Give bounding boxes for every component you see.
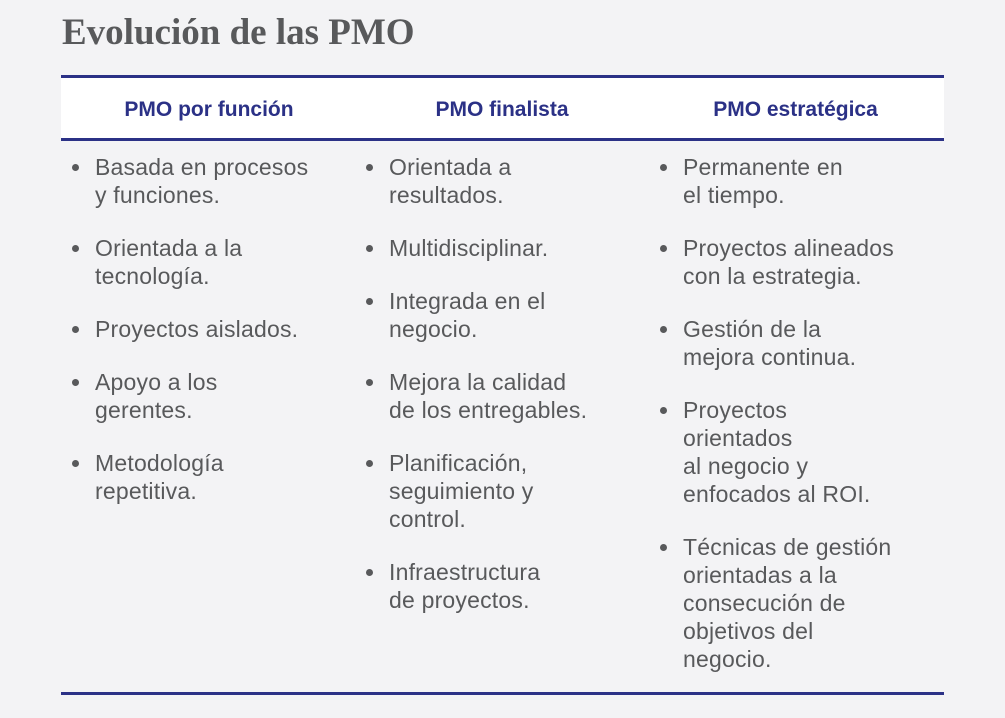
list-item-text: Basada en procesos y funciones. (95, 154, 309, 208)
list-item-text: Integrada en el negocio. (389, 288, 546, 342)
list-item (659, 153, 944, 209)
column-header-pmo-por-funcion: PMO por función (124, 98, 294, 121)
pmo-comparison-table (61, 75, 944, 695)
bullet-icon (660, 164, 667, 171)
bullet-icon (660, 407, 667, 414)
list-item-text: Metodología repetitiva. (95, 450, 224, 504)
list-item (659, 396, 944, 508)
column-header-pmo-estrategica: PMO estratégica (713, 98, 878, 121)
bullet-icon (366, 569, 373, 576)
list-item (659, 234, 944, 290)
bullet-icon (660, 245, 667, 252)
list-item-text: Orientada a la tecnología. (95, 235, 243, 289)
bullet-icon (366, 164, 373, 171)
column-list-pmo-finalista (365, 153, 651, 639)
list-item (71, 234, 357, 290)
bullet-icon (366, 460, 373, 467)
page-title: Evolución de las PMO (62, 12, 415, 53)
header-rule (61, 138, 944, 141)
list-item (365, 234, 651, 262)
bullet-icon (72, 379, 79, 386)
list-item (71, 315, 357, 343)
bullet-icon (72, 164, 79, 171)
bullet-icon (72, 245, 79, 252)
list-item (365, 368, 651, 424)
list-item-text: Proyectos orientados al negocio y enfocados al ROI. (683, 397, 871, 507)
list-item-text: Orientada a resultados. (389, 154, 512, 208)
column-header-pmo-finalista: PMO finalista (435, 98, 569, 121)
bullet-icon (72, 460, 79, 467)
list-item-text: Permanente en el tiempo. (683, 154, 843, 208)
list-item (71, 153, 357, 209)
list-item-text: Gestión de la mejora continua. (683, 316, 857, 370)
list-item (659, 315, 944, 371)
bullet-icon (366, 245, 373, 252)
list-item (365, 287, 651, 343)
bullet-icon (366, 379, 373, 386)
bullet-icon (366, 298, 373, 305)
list-item-text: Multidisciplinar. (389, 235, 549, 261)
list-item (71, 449, 357, 505)
list-item-text: Proyectos alineados con la estrategia. (683, 235, 894, 289)
column-list-pmo-estrategica (659, 153, 944, 698)
bullet-icon (660, 326, 667, 333)
bullet-icon (72, 326, 79, 333)
list-item-text: Mejora la calidad de los entregables. (389, 369, 588, 423)
list-item-text: Técnicas de gestión orientadas a la consecución de objetivos del negocio. (683, 534, 892, 672)
list-item-text: Proyectos aislados. (95, 316, 299, 342)
list-item (71, 368, 357, 424)
column-list-pmo-por-funcion (71, 153, 357, 530)
list-item-text: Apoyo a los gerentes. (95, 369, 218, 423)
list-item (365, 558, 651, 614)
list-item (659, 533, 944, 673)
list-item-text: Planificación, seguimiento y control. (389, 450, 534, 532)
list-item (365, 449, 651, 533)
list-item (365, 153, 651, 209)
bullet-icon (660, 544, 667, 551)
list-item-text: Infraestructura de proyectos. (389, 559, 541, 613)
